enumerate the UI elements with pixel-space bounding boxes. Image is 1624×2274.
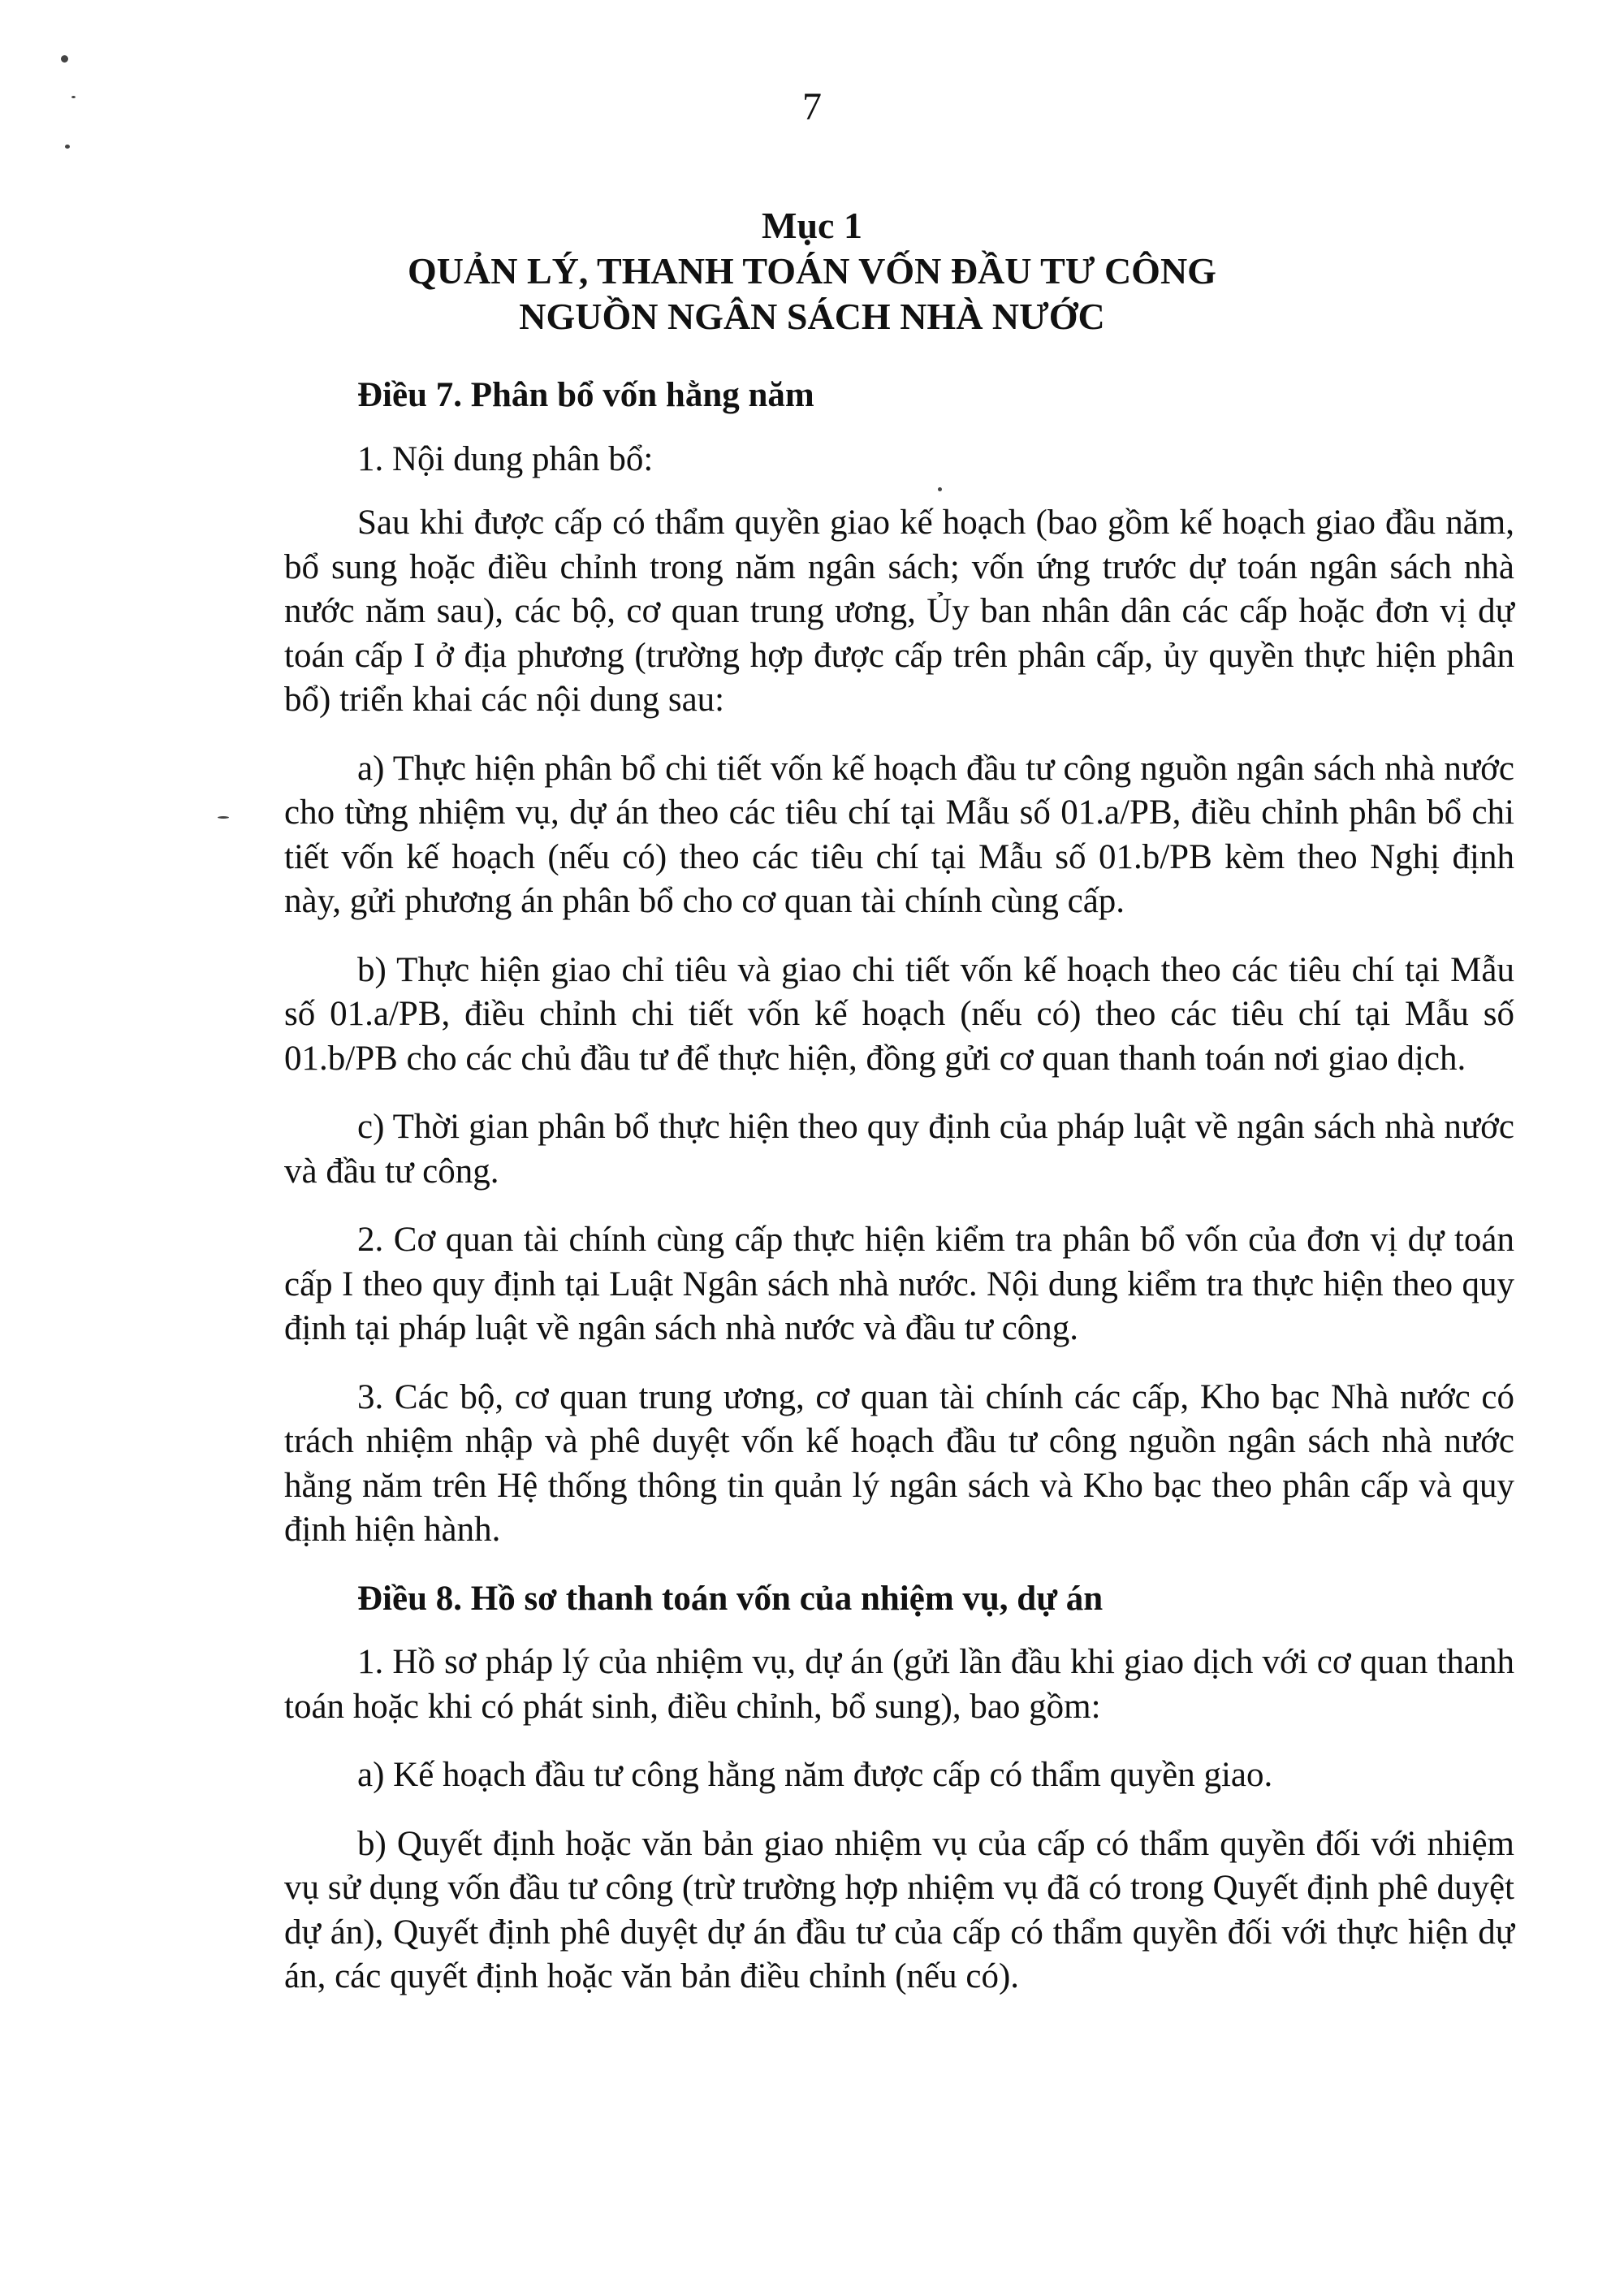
article-7-point-b: b) Thực hiện giao chỉ tiêu và giao chi tiết vốn kế hoạch theo các tiêu chí tại Mẫu số 01.a/PB, điều chỉnh chi tiết vốn kế hoạch (nếu có) theo các tiêu chí tại Mẫu số 01.b/PB cho các chủ đầu tư để thực hiện, đồng gửi cơ quan thanh toán nơi giao dịch. (284, 950, 1514, 1078)
section-title-line2: NGUỒN NGÂN SÁCH NHÀ NƯỚC (519, 296, 1105, 337)
article-8-point-a: a) Kế hoạch đầu tư công hằng năm được cấp có thẩm quyền giao. (357, 1756, 1273, 1794)
article-7-item-1: 1. Nội dung phân bổ: (357, 439, 654, 478)
article-7-item-2: 2. Cơ quan tài chính cùng cấp thực hiện kiểm tra phân bổ vốn của đơn vị dự toán cấp I theo quy định tại Luật Ngân sách nhà nước. Nội dung kiểm tra thực hiện theo quy định tại pháp luật về ngân sách nhà nước và đầu tư công. (284, 1221, 1514, 1347)
scan-speck (61, 55, 68, 63)
article-8-heading: Điều 8. Hồ sơ thanh toán vốn của nhiệm vụ, dự án (357, 1579, 1104, 1618)
section-label: Mục 1 (762, 205, 862, 246)
article-7-heading: Điều 7. Phân bổ vốn hằng năm (357, 376, 814, 414)
article-7-point-c: c) Thời gian phân bổ thực hiện theo quy định của pháp luật về ngân sách nhà nước và đầu tư công. (284, 1108, 1514, 1191)
article-7-point-a: a) Thực hiện phân bổ chi tiết vốn kế hoạch đầu tư công nguồn ngân sách nhà nước cho từng nhiệm vụ, dự án theo các tiêu chí tại Mẫu số 01.a/PB, điều chỉnh phân bổ chi tiết vốn kế hoạch (nếu có) theo các tiêu chí tại Mẫu số 01.b/PB kèm theo Nghị định này, gửi phương án phân bổ cho cơ quan tài chính cùng cấp. (284, 749, 1514, 920)
page-number: 7 (802, 85, 822, 128)
section-title-line1: QUẢN LÝ, THANH TOÁN VỐN ĐẦU TƯ CÔNG (408, 250, 1216, 292)
article-8-point-b: b) Quyết định hoặc văn bản giao nhiệm vụ của cấp có thẩm quyền đối với nhiệm vụ sử dụng vốn đầu tư công (trừ trường hợp nhiệm vụ đã có trong Quyết định phê duyệt dự án), Quyết định phê duyệt dự án đầu tư của cấp có thẩm quyền đối với thực hiện dự án, các quyết định hoặc văn bản điều chỉnh (nếu có). (284, 1824, 1514, 1995)
scan-speck (65, 145, 70, 149)
document-body (284, 374, 1514, 1999)
article-7-item-3: 3. Các bộ, cơ quan trung ương, cơ quan tài chính các cấp, Kho bạc Nhà nước có trách nhiệm nhập và phê duyệt vốn kế hoạch đầu tư công nguồn ngân sách nhà nước hằng năm trên Hệ thống thông tin quản lý ngân sách và Kho bạc theo phân cấp và quy định hiện hành. (284, 1377, 1514, 1549)
scan-speck (218, 816, 229, 819)
article-7-intro: Sau khi được cấp có thẩm quyền giao kế hoạch (bao gồm kế hoạch giao đầu năm, bổ sung hoặc điều chỉnh trong năm ngân sách; vốn ứng trước dự toán ngân sách nhà nước năm sau), các bộ, cơ quan trung ương, Ủy ban nhân dân các cấp hoặc đơn vị dự toán cấp I ở địa phương (trường hợp được cấp trên phân cấp, ủy quyền thực hiện phân bổ) triển khai các nội dung sau: (284, 504, 1514, 719)
article-8-item-1: 1. Hồ sơ pháp lý của nhiệm vụ, dự án (gửi lần đầu khi giao dịch với cơ quan thanh toán hoặc khi có phát sinh, điều chỉnh, bổ sung), bao gồm: (284, 1643, 1514, 1726)
section-header (0, 203, 1624, 339)
